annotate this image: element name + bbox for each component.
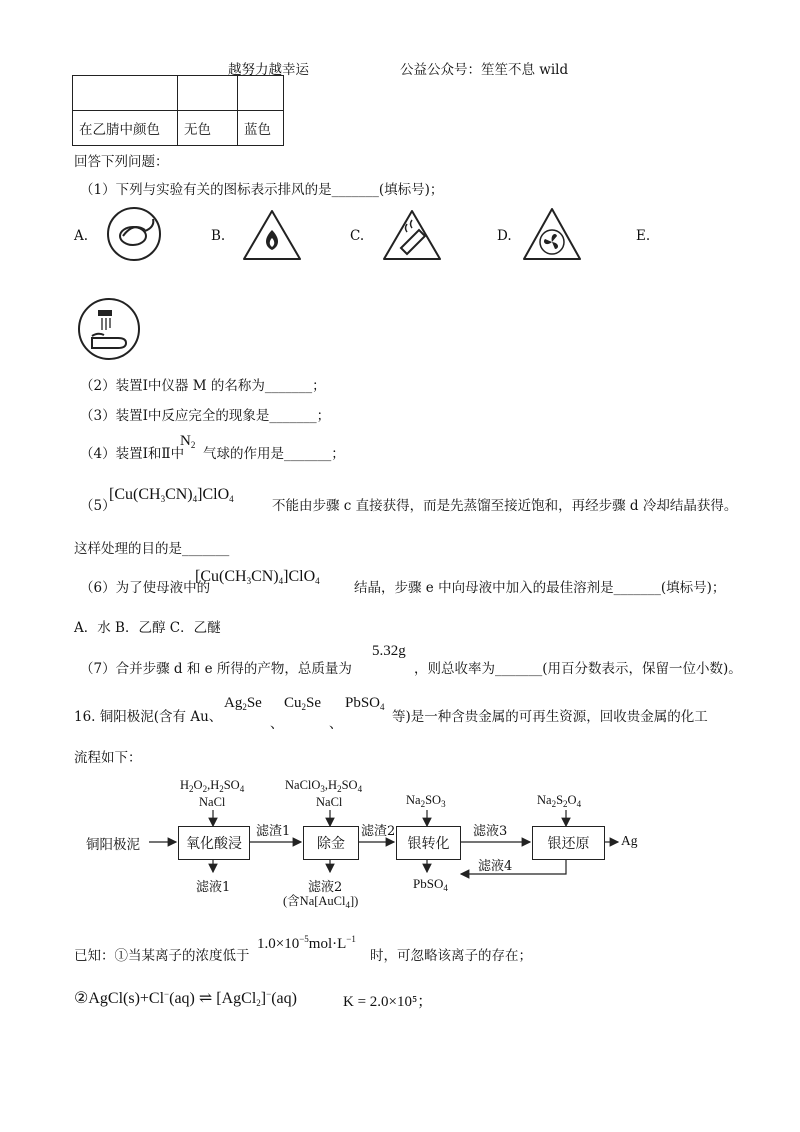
- question-3: （3）装置Ⅰ中反应完全的现象是_______；: [80, 408, 331, 424]
- question-7-pre: （7）合并步骤 d 和 e 所得的产物，总质量为: [80, 661, 352, 677]
- question-2: （2）装置Ⅰ中仪器 M 的名称为_______；: [80, 378, 326, 394]
- question-6-pre: （6）为了使母液中的: [80, 580, 211, 596]
- flow-end: Ag: [621, 833, 638, 848]
- arrow-label-back: 滤液4: [478, 859, 513, 874]
- option-c-label: C.: [350, 228, 365, 244]
- question-6-options: A．水 B．乙醇 C．乙醚: [74, 620, 221, 636]
- reagent-1b: NaCl: [199, 795, 226, 809]
- table-row-label: 在乙腈中颜色: [73, 111, 178, 146]
- complex-formula-1: $[Cu(CH_3CN)_4]ClO_4$: [109, 486, 234, 504]
- question-5-line2: 这样处理的目的是_______: [74, 541, 230, 557]
- n2-formula: $N_2$: [180, 433, 196, 450]
- complex-formula-2: $[Cu(CH_3CN)_4]ClO_4$: [195, 568, 320, 586]
- concentration-threshold: $1.0\times 10^{-5}mol\cdot L^{-1}$: [257, 934, 356, 952]
- output-1: 滤液1: [196, 880, 231, 895]
- reagent-1a: $H_2O_2,H_2SO_4$: [180, 778, 245, 794]
- output-2-note: (含Na[AuCl$_4$]): [283, 894, 359, 910]
- option-b-label: B.: [211, 228, 226, 244]
- output-3: PbSO$_4$: [413, 876, 448, 893]
- ag2se-formula: $Ag_2Se$: [224, 695, 262, 712]
- output-2: 滤液2: [308, 880, 343, 895]
- equilibrium-constant: K = 2.0×10⁵；: [343, 994, 433, 1010]
- mass-value: 5.32g: [372, 643, 406, 659]
- box-gold-removal: 除金: [303, 826, 359, 860]
- intro: 回答下列问题：: [74, 154, 169, 170]
- reagent-4: $Na_2S_2O_4$: [537, 793, 582, 809]
- arrow-label-2: 滤渣2: [361, 824, 396, 839]
- option-e-label: E.: [636, 228, 651, 244]
- known-1-pre: 已知：①当某离子的浓度低于: [74, 948, 250, 964]
- flow-start: 铜阳极泥: [86, 837, 140, 853]
- header-right: 公益公众号：笙笙不息 wild: [400, 62, 569, 78]
- table-cell-colorless: 无色: [178, 111, 238, 146]
- equilibrium-equation: ②AgCl(s)+Cl−(aq) ⇌ [AgCl$_2$]−(aq): [74, 989, 297, 1008]
- option-a-label: A.: [74, 228, 89, 244]
- question-16-pre: 16. 铜阳极泥(含有 Au、: [74, 709, 223, 725]
- box-oxidative-leaching: 氧化酸浸: [178, 826, 250, 860]
- fan-icon: [521, 206, 583, 262]
- sep-2: 、: [329, 716, 343, 732]
- reagent-2b: NaCl: [316, 795, 343, 809]
- box-silver-conversion: 银转化: [396, 826, 461, 860]
- question-7-post: ，则总收率为_______(用百分数表示，保留一位小数)。: [414, 661, 742, 677]
- reagent-3: $Na_2SO_3$: [406, 793, 446, 809]
- hot-surface-icon: [381, 208, 443, 262]
- question-16-line2: 流程如下：: [74, 750, 142, 766]
- question-16-post: 等)是一种含贵金属的可再生资源，回收贵金属的化工: [392, 709, 708, 725]
- flame-icon: [241, 208, 303, 262]
- pbso4-formula: PbSO$_4$: [345, 695, 385, 712]
- table-cell-blue: 蓝色: [238, 111, 284, 146]
- header-left: 越努力越幸运: [228, 62, 309, 78]
- question-4-pre: （4）装置Ⅰ和Ⅱ中: [80, 446, 185, 462]
- arrow-label-1: 滤渣1: [256, 824, 291, 839]
- box-silver-reduction: 银还原: [532, 826, 605, 860]
- question-1: （1）下列与实验有关的图标表示排风的是_______(填标号)；: [80, 182, 444, 198]
- question-4-post: 气球的作用是_______；: [203, 446, 345, 462]
- option-d-label: D.: [497, 228, 512, 244]
- cu2se-formula: $Cu_2Se$: [284, 695, 322, 712]
- known-1-post: 时，可忽略该离子的存在；: [370, 948, 532, 964]
- arrow-label-3: 滤液3: [473, 824, 508, 839]
- hand-wash-icon: [78, 298, 140, 360]
- sep-1: 、: [270, 716, 284, 732]
- goggles-icon: [107, 207, 161, 261]
- question-6-post: 结晶，步骤 e 中向母液中加入的最佳溶剂是_______(填标号)；: [354, 580, 726, 596]
- question-5-pre: （5）: [80, 498, 116, 514]
- reagent-2a: $NaClO_3,H_2SO_4$: [285, 778, 363, 794]
- color-table: [72, 75, 284, 146]
- question-5-post: 不能由步骤 c 直接获得，而是先蒸馏至接近饱和，再经步骤 d 冷却结晶获得。: [272, 498, 738, 514]
